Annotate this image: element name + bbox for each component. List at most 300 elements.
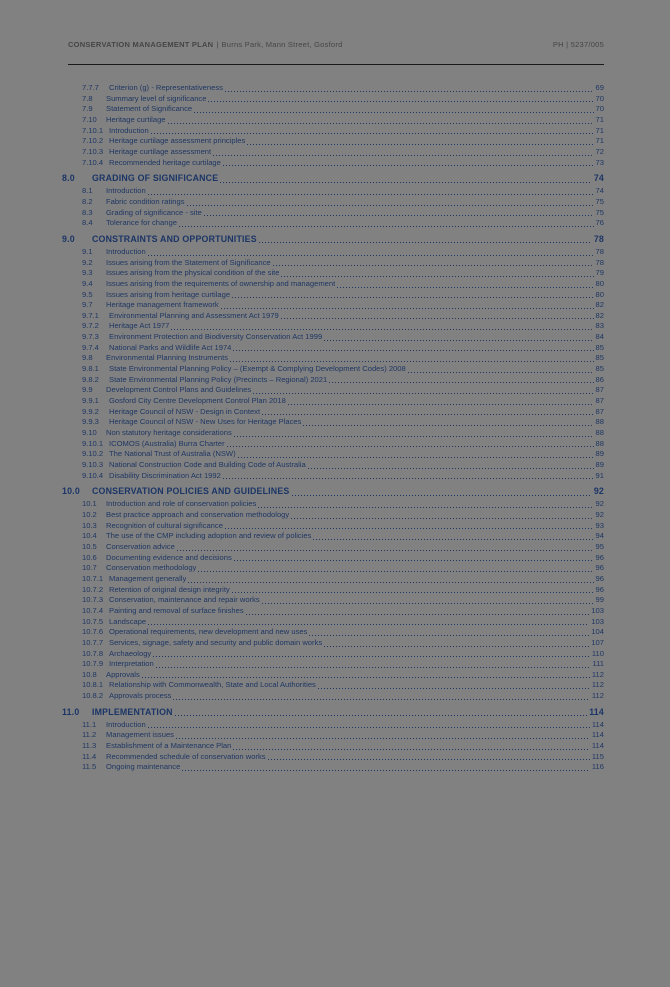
toc-entry-page: 88	[595, 428, 604, 438]
toc-entry-page: 112	[591, 680, 604, 690]
toc-entry-title: Recommended heritage curtilage	[109, 157, 221, 167]
toc-entry-title: Environmental Planning and Assessment Act 1979	[109, 310, 279, 320]
toc-entry-number: 9.7.4	[82, 342, 99, 352]
toc-entry[interactable]	[62, 300, 604, 311]
toc-entry-page: 85	[595, 364, 604, 374]
dot-leader	[234, 560, 594, 561]
dot-leader	[288, 404, 594, 405]
toc-list	[62, 83, 604, 773]
toc-entry-title: State Environmental Planning Policy – (Exempt & Complying Development Codes) 2008	[109, 364, 406, 374]
dot-leader	[308, 468, 594, 469]
toc-section-heading[interactable]	[62, 233, 604, 246]
toc-entry-page: 82	[595, 300, 604, 310]
dot-leader	[148, 194, 594, 195]
header-title	[68, 40, 343, 49]
dot-leader	[171, 329, 593, 330]
toc-entry-page: 107	[591, 637, 604, 647]
dot-leader	[194, 112, 593, 113]
toc-entry[interactable]	[62, 104, 604, 115]
toc-entry-page: 85	[595, 342, 604, 352]
dot-leader	[223, 165, 594, 166]
dot-leader	[324, 340, 593, 341]
toc-entry-page: 112	[591, 669, 604, 679]
toc-entry-title: Heritage Act 1977	[109, 321, 170, 331]
toc-entry[interactable]	[62, 595, 604, 606]
toc-entry-title: Heritage curtilage assessment	[109, 146, 212, 156]
toc-entry-title: Summary level of significance	[106, 93, 207, 103]
toc-entry[interactable]	[62, 197, 604, 208]
dot-leader	[324, 646, 589, 647]
dot-leader	[329, 382, 593, 383]
toc-entry-title: Introduction	[106, 186, 146, 196]
toc-entry[interactable]	[62, 364, 604, 375]
toc-entry-number: 10.8.1	[82, 680, 104, 690]
toc-entry-number: 9.7.1	[82, 310, 99, 320]
dot-leader	[281, 318, 594, 319]
toc-entry-number: 11.5	[82, 762, 97, 772]
toc-entry-page: 74	[595, 186, 604, 196]
toc-entry[interactable]	[62, 563, 604, 574]
toc-entry-number: 9.9.1	[82, 396, 99, 406]
toc-entry-title: Heritage Council of NSW - New Uses for Heritage Places	[109, 417, 302, 427]
toc-entry-title: Issues arising from the Statement of Significance	[106, 257, 271, 267]
toc-entry-number: 8.3	[82, 207, 93, 217]
dot-leader	[259, 242, 592, 243]
toc-entry-page: 116	[591, 762, 604, 772]
toc-entry-title: Painting and removal of surface finishes	[109, 605, 244, 615]
dot-leader	[177, 550, 594, 551]
toc-entry-number: 9.10.1	[82, 438, 104, 448]
toc-entry[interactable]	[62, 247, 604, 258]
dot-leader	[232, 297, 593, 298]
toc-entry[interactable]	[62, 752, 604, 763]
toc-entry-title: Recognition of cultural significance	[106, 520, 223, 530]
toc-entry[interactable]	[62, 279, 604, 290]
toc-entry-number: 10.7.1	[82, 573, 104, 583]
toc-entry-title: Archaeology	[109, 648, 152, 658]
dot-leader	[213, 155, 593, 156]
toc-entry-number: 10.7.6	[82, 627, 104, 637]
toc-entry-number: 9.10.3	[82, 460, 104, 469]
toc-entry-page: 92	[595, 509, 604, 519]
toc-entry-number: 8.2	[82, 196, 93, 206]
toc-entry-page: 75	[595, 207, 604, 217]
toc-entry-page: 78	[595, 257, 604, 267]
toc-entry-number: 9.5	[82, 289, 93, 299]
toc-entry[interactable]	[62, 670, 604, 681]
dot-leader	[292, 495, 592, 496]
dot-leader	[291, 518, 593, 519]
toc-entry[interactable]	[62, 290, 604, 301]
toc-entry-title: Environment Protection and Biodiversity Conservation Act 1999	[109, 332, 323, 342]
toc-entry-number: 10.8	[82, 669, 97, 679]
toc-entry-number: 9.10.2	[82, 449, 104, 459]
toc-entry-number: 10.4	[82, 531, 97, 541]
toc-entry[interactable]	[62, 311, 604, 322]
toc-entry-number: 9.1	[82, 246, 93, 256]
toc-entry[interactable]	[62, 396, 604, 407]
toc-entry-page: 96	[595, 563, 604, 573]
toc-entry-number: 9.8	[82, 353, 93, 363]
toc-entry-title: Issues arising from the physical condition of the site	[106, 268, 280, 278]
dot-leader	[309, 635, 589, 636]
toc-entry-page: 70	[595, 93, 604, 103]
toc-entry-page: 93	[595, 520, 604, 530]
toc-entry-number: 10.1	[82, 499, 97, 509]
toc-entry-page: 80	[595, 278, 604, 288]
toc-entry[interactable]	[62, 407, 604, 418]
dot-leader	[230, 361, 594, 362]
toc-section-heading[interactable]	[62, 485, 604, 498]
toc-entry[interactable]	[62, 208, 604, 219]
toc-entry-page: 85	[595, 353, 604, 363]
dot-leader	[227, 446, 594, 447]
toc-entry[interactable]	[62, 720, 604, 731]
toc-entry[interactable]	[62, 268, 604, 279]
toc-entry-page: 114	[589, 706, 604, 717]
toc-entry-title: Approvals	[106, 669, 140, 679]
dot-leader	[208, 101, 593, 102]
toc-entry[interactable]	[62, 574, 604, 585]
dot-leader	[148, 727, 590, 728]
toc-entry-page: 87	[595, 385, 604, 395]
toc-entry-number: 9.10	[82, 428, 97, 438]
toc-entry[interactable]	[62, 136, 604, 147]
toc-entry-title: Introduction	[106, 719, 146, 729]
header-rule	[68, 64, 604, 65]
toc-entry[interactable]	[62, 321, 604, 332]
toc-entry-title: Introduction and role of conservation policies	[106, 499, 257, 509]
toc-entry-title: Disability Discrimination Act 1992	[109, 470, 221, 480]
dot-leader	[262, 603, 594, 604]
toc-entry-title: Heritage management framework	[106, 300, 219, 310]
toc-entry-number: 9.7	[82, 300, 93, 310]
toc-entry-number: 10.0	[62, 486, 80, 497]
toc-entry-number: 9.2	[82, 257, 93, 267]
toc-entry[interactable]	[62, 659, 604, 670]
toc-entry-page: 87	[595, 396, 604, 406]
toc-entry-page: 104	[591, 627, 604, 637]
toc-entry-number: 9.9.2	[82, 406, 99, 416]
toc-entry-title: Criterion (g) - Representativeness	[109, 83, 223, 92]
toc-entry-title: Development Control Plans and Guidelines	[106, 385, 252, 395]
toc-entry-number: 11.1	[82, 719, 97, 729]
dot-leader	[337, 287, 593, 288]
dot-leader	[151, 133, 594, 134]
toc-entry-title: Tolerance for change	[106, 218, 177, 228]
toc-entry[interactable]	[62, 741, 604, 752]
dot-leader	[148, 255, 594, 256]
toc-entry-page: 103	[591, 616, 604, 626]
toc-entry-page: 76	[595, 218, 604, 228]
toc-entry-title: Issues arising from heritage curtilage	[106, 289, 231, 299]
dot-leader	[233, 350, 593, 351]
dot-leader	[313, 539, 593, 540]
dot-leader	[253, 393, 593, 394]
toc-entry-title: The National Trust of Australia (NSW)	[109, 449, 236, 459]
toc-entry-title: National Construction Code and Building Code of Australia	[109, 460, 306, 469]
toc-entry[interactable]	[62, 627, 604, 638]
toc-entry-number: 10.7.9	[82, 659, 104, 669]
toc-entry-page: 88	[595, 417, 604, 427]
dot-leader	[173, 699, 589, 700]
toc-entry-title: ICOMOS (Australia) Burra Charter	[109, 438, 225, 448]
toc-entry-number: 9.3	[82, 268, 93, 278]
toc-entry[interactable]	[62, 258, 604, 269]
toc-entry-title: Non statutory heritage considerations	[106, 428, 232, 438]
toc-entry-title: Approvals process	[109, 691, 172, 701]
toc-entry-number: 10.3	[82, 520, 97, 530]
dot-leader	[233, 749, 590, 750]
dot-leader	[247, 144, 593, 145]
toc-entry-page: 72	[595, 146, 604, 156]
toc-entry[interactable]	[62, 94, 604, 105]
dot-leader	[168, 123, 594, 124]
toc-entry-title: State Environmental Planning Policy (Precincts – Regional) 2021	[109, 374, 328, 384]
header-subtitle: Burns Park, Mann Street, Gosford	[221, 40, 343, 49]
dot-leader	[156, 667, 591, 668]
toc-entry-page: 103	[591, 605, 604, 615]
header-doc-title: CONSERVATION MANAGEMENT PLAN	[68, 40, 214, 49]
toc-entry-title: Heritage Council of NSW - Design in Context	[109, 406, 261, 416]
toc-entry[interactable]	[62, 649, 604, 660]
toc-entry-number: 10.8.2	[82, 691, 104, 701]
dot-leader	[220, 182, 592, 183]
toc-entry-title: Introduction	[109, 125, 149, 135]
toc-entry[interactable]	[62, 553, 604, 564]
dot-leader	[142, 677, 590, 678]
toc-entry[interactable]	[62, 332, 604, 343]
toc-entry-number: 10.7.2	[82, 584, 104, 594]
toc-entry-title: Services, signage, safety and security and public domain works	[109, 637, 323, 647]
toc-entry-title: Operational requirements, new development and new uses	[109, 627, 308, 637]
toc-entry[interactable]	[62, 691, 604, 702]
toc-entry-page: 89	[595, 449, 604, 459]
toc-entry-title: Landscape	[109, 616, 147, 626]
toc-entry-title: Establishment of a Maintenance Plan	[106, 741, 232, 751]
toc-entry-number: 8.4	[82, 218, 93, 228]
toc-entry-page: 78	[593, 233, 604, 244]
toc-entry[interactable]	[62, 385, 604, 396]
toc-entry-page: 87	[595, 406, 604, 416]
toc-entry-page: 111	[592, 659, 604, 669]
toc-entry[interactable]	[62, 471, 604, 482]
toc-entry-title: Gosford City Centre Development Control Plan 2018	[109, 396, 286, 406]
toc-entry-number: 7.9	[82, 104, 93, 114]
dot-leader	[225, 91, 594, 92]
toc-entry-number: 9.9.3	[82, 417, 99, 427]
dot-leader	[232, 592, 594, 593]
toc-entry-number: 10.2	[82, 509, 97, 519]
toc-entry-page: 88	[595, 438, 604, 448]
toc-entry-number: 10.7.4	[82, 605, 104, 615]
toc-entry[interactable]	[62, 680, 604, 691]
toc-entry-title: Interpretation	[109, 659, 154, 669]
toc-entry-title: Heritage curtilage	[106, 114, 166, 124]
toc-entry-number: 9.8.2	[82, 374, 99, 384]
toc-entry-title: Management issues	[106, 730, 174, 740]
dot-leader	[281, 276, 593, 277]
dot-leader	[246, 614, 590, 615]
toc-entry[interactable]	[62, 449, 604, 460]
toc-entry-number: 9.7.3	[82, 332, 99, 342]
toc-entry-page: 71	[595, 125, 604, 135]
toc-entry-page: 78	[595, 246, 604, 256]
dot-leader	[221, 308, 594, 309]
toc-entry[interactable]	[62, 83, 604, 94]
toc-entry-page: 80	[595, 289, 604, 299]
toc-entry-page: 69	[595, 83, 604, 92]
toc-entry-number: 9.9	[82, 385, 93, 395]
toc-entry-title: CONSERVATION POLICIES AND GUIDELINES	[92, 486, 290, 497]
toc-entry-page: 91	[595, 470, 604, 480]
toc-entry-title: Management generally	[109, 573, 187, 583]
toc-entry-page: 96	[595, 552, 604, 562]
toc-entry-title: IMPLEMENTATION	[92, 706, 173, 717]
toc-entry-number: 7.10.1	[82, 125, 104, 135]
dot-leader	[182, 770, 590, 771]
toc-entry[interactable]	[62, 606, 604, 617]
toc-entry-page: 114	[591, 730, 604, 740]
dot-leader	[318, 688, 590, 689]
dot-leader	[223, 478, 594, 479]
toc-entry-title: Fabric condition ratings	[106, 196, 185, 206]
toc-entry-page: 115	[591, 751, 604, 761]
toc-entry-page: 71	[595, 136, 604, 146]
toc-entry-page: 84	[595, 332, 604, 342]
toc-entry-title: Conservation advice	[106, 541, 175, 551]
toc-entry[interactable]	[62, 417, 604, 428]
toc-entry-title: Recommended schedule of conservation works	[106, 751, 266, 761]
toc-section-heading[interactable]	[62, 706, 604, 719]
toc-entry-page: 89	[595, 460, 604, 469]
toc-entry-page: 83	[595, 321, 604, 331]
toc-entry-title: Introduction	[106, 246, 146, 256]
header-reference: PH | 5237/005	[552, 40, 604, 49]
toc-entry[interactable]	[62, 428, 604, 439]
toc-entry-number: 11.0	[62, 706, 80, 717]
toc-entry[interactable]	[62, 617, 604, 628]
toc-entry-page: 92	[595, 499, 604, 509]
toc-entry[interactable]	[62, 499, 604, 510]
dot-leader	[179, 226, 594, 227]
toc-entry-title: Ongoing maintenance	[106, 762, 181, 772]
dot-leader	[408, 372, 594, 373]
toc-entry-page: 86	[595, 374, 604, 384]
toc-entry-number: 10.7.8	[82, 648, 104, 658]
toc-entry-number: 7.7.7	[82, 83, 99, 92]
toc-entry-number: 9.8.1	[82, 364, 99, 374]
toc-entry[interactable]	[62, 510, 604, 521]
toc-entry[interactable]	[62, 585, 604, 596]
toc-entry-number: 9.0	[62, 233, 75, 244]
toc-entry-number: 9.10.4	[82, 470, 104, 480]
toc-entry[interactable]	[62, 521, 604, 532]
toc-entry-title: Relationship with Commonwealth, State and Local Authorities	[109, 680, 316, 690]
toc-entry-number: 10.7	[82, 563, 97, 573]
dot-leader	[204, 215, 594, 216]
toc-entry[interactable]	[62, 531, 604, 542]
toc-entry[interactable]	[62, 343, 604, 354]
toc-entry[interactable]	[62, 730, 604, 741]
toc-entry-number: 10.7.3	[82, 595, 104, 605]
toc-entry[interactable]	[62, 439, 604, 450]
dot-leader	[268, 759, 590, 760]
toc-entry-page: 94	[595, 531, 604, 541]
toc-entry-title: GRADING OF SIGNIFICANCE	[92, 173, 219, 184]
toc-entry-number: 11.4	[82, 751, 97, 761]
toc-entry-title: The use of the CMP including adoption and review of policies	[106, 531, 312, 541]
toc-entry-title: Issues arising from the requirements of ownership and management	[106, 278, 336, 288]
toc-entry-page: 114	[591, 741, 604, 751]
toc-entry-page: 79	[595, 268, 604, 278]
toc-entry-title: National Parks and Wildlife Act 1974	[109, 342, 232, 352]
toc-entry-page: 74	[593, 173, 604, 184]
toc-entry[interactable]	[62, 542, 604, 553]
toc-entry-title: Environmental Planning Instruments	[106, 353, 228, 363]
toc-entry-title: Conservation methodology	[106, 563, 197, 573]
toc-entry[interactable]	[62, 638, 604, 649]
toc-entry[interactable]	[62, 115, 604, 126]
dot-leader	[258, 507, 593, 508]
toc-entry-number: 7.10.3	[82, 146, 104, 156]
document-page	[0, 40, 670, 987]
dot-leader	[175, 715, 588, 716]
toc-entry-page: 75	[595, 196, 604, 206]
toc-entry-page: 99	[595, 595, 604, 605]
page-header	[68, 40, 604, 49]
toc-entry[interactable]	[62, 158, 604, 169]
toc-entry-title: Retention of original design integrity	[109, 584, 230, 594]
dot-leader	[187, 205, 594, 206]
toc-entry-title: Best practice approach and conservation methodology	[106, 509, 290, 519]
toc-entry[interactable]	[62, 186, 604, 197]
dot-leader	[225, 528, 594, 529]
toc-entry-number: 10.7.5	[82, 616, 104, 626]
toc-entry-page: 82	[595, 310, 604, 320]
dot-leader	[273, 265, 594, 266]
toc-entry[interactable]	[62, 375, 604, 386]
toc-entry-page: 112	[591, 691, 604, 701]
dot-leader	[303, 425, 593, 426]
toc-entry[interactable]	[62, 762, 604, 773]
toc-entry[interactable]	[62, 218, 604, 229]
toc-entry-page: 96	[595, 584, 604, 594]
toc-entry-page: 95	[595, 541, 604, 551]
toc-entry[interactable]	[62, 353, 604, 364]
toc-section-heading[interactable]	[62, 172, 604, 185]
toc-entry-number: 9.4	[82, 278, 93, 288]
toc-entry-title: Grading of significance - site	[106, 207, 202, 217]
toc-entry-title: Documenting evidence and decisions	[106, 552, 232, 562]
dot-leader	[234, 436, 594, 437]
dot-leader	[148, 624, 589, 625]
toc-entry[interactable]	[62, 460, 604, 471]
toc-entry-number: 11.2	[82, 730, 97, 740]
dot-leader	[153, 656, 590, 657]
toc-entry-page: 96	[595, 573, 604, 583]
toc-entry[interactable]	[62, 126, 604, 137]
toc-entry-number: 7.8	[82, 93, 93, 103]
toc-entry-number: 8.1	[82, 186, 93, 196]
toc-entry-page: 73	[595, 157, 604, 167]
toc-entry-page: 71	[595, 114, 604, 124]
toc-entry-number: 8.0	[62, 173, 75, 184]
dot-leader	[198, 571, 593, 572]
toc-entry-title: CONSTRAINTS AND OPPORTUNITIES	[92, 233, 257, 244]
toc-entry-page: 114	[591, 719, 604, 729]
toc-entry[interactable]	[62, 147, 604, 158]
